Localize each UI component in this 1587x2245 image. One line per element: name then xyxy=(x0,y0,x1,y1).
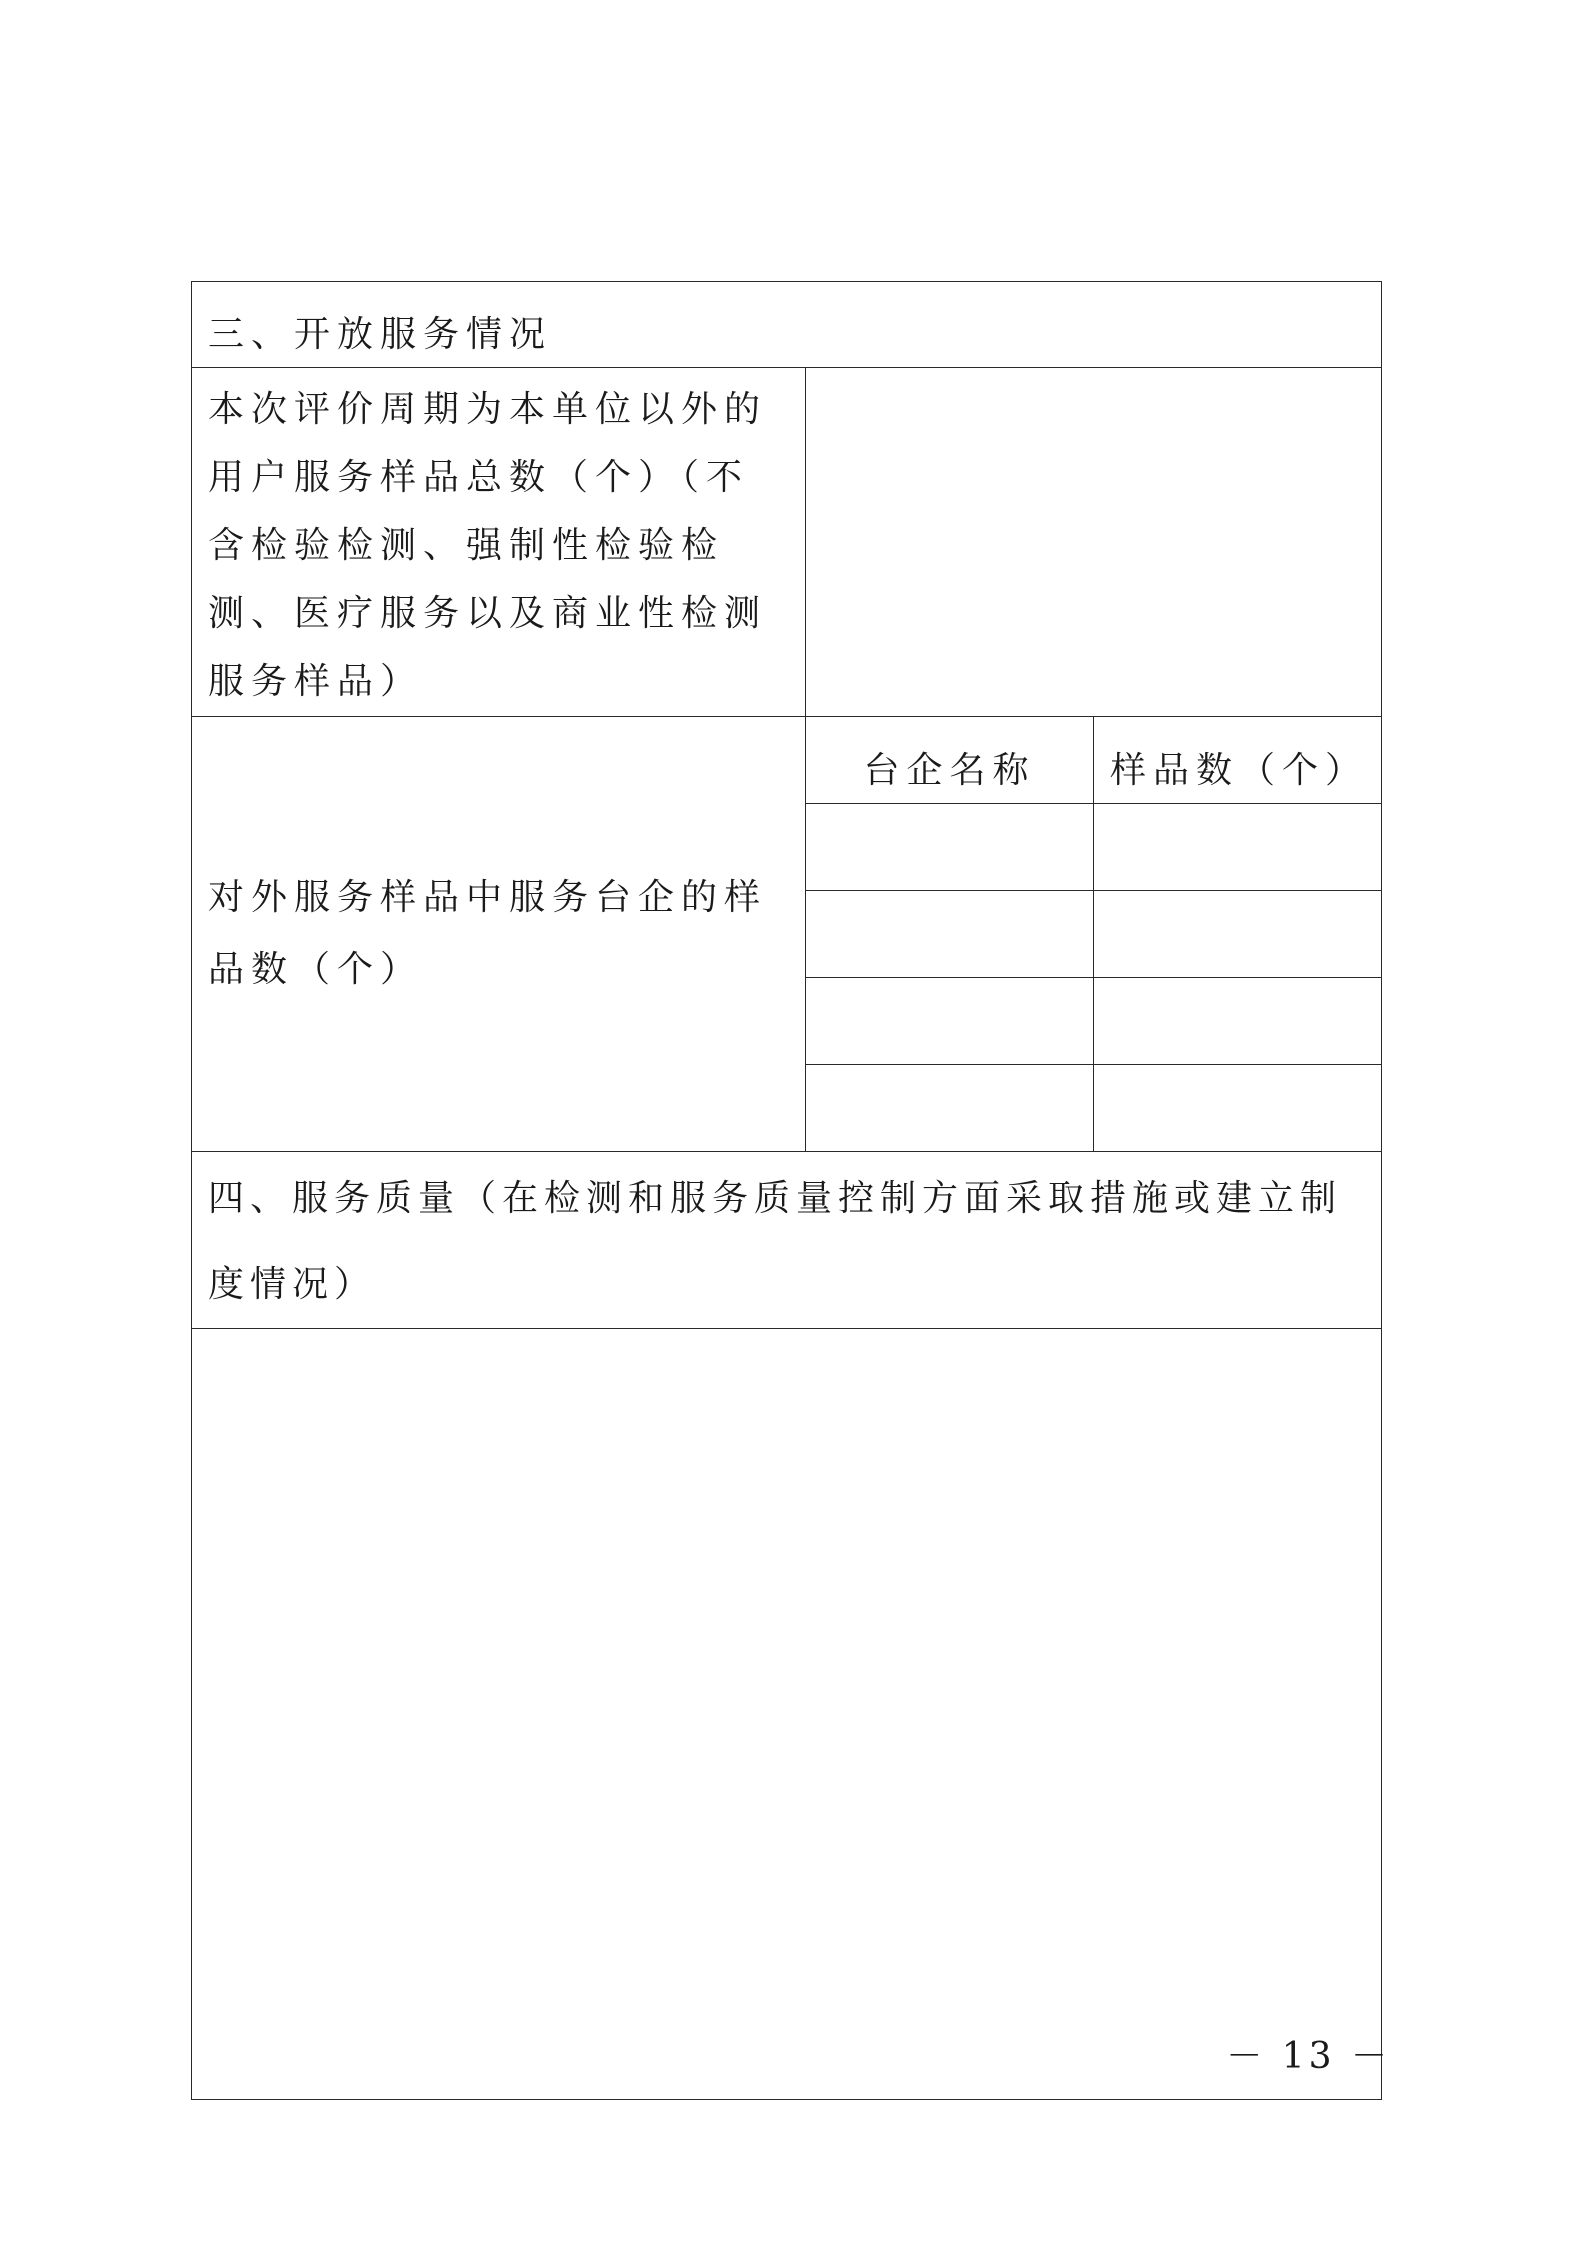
sample-count-cell[interactable] xyxy=(1094,891,1382,978)
section4-content-field[interactable] xyxy=(192,1329,1382,2100)
company-name-cell[interactable] xyxy=(806,1065,1094,1152)
column-header-sample-count: 样品数（个） xyxy=(1094,717,1382,804)
q1-label: 本次评价周期为本单位以外的用户服务样品总数（个）（不含检验检测、强制性检验检测、医疗服务以及商业性检测服务样品） xyxy=(192,368,806,717)
evaluation-form-table xyxy=(191,281,1382,2100)
company-name-cell[interactable] xyxy=(806,804,1094,891)
section4-title-row xyxy=(192,1152,1382,1329)
section3-title-row xyxy=(192,282,1382,368)
page-number: － 13 － xyxy=(1226,2036,1391,2077)
section4-title: 四、服务质量（在检测和服务质量控制方面采取措施或建立制度情况） xyxy=(192,1152,1382,1329)
section3-title: 三、开放服务情况 xyxy=(192,282,1382,368)
section4-content-row xyxy=(192,1329,1382,2100)
q1-row xyxy=(192,368,1382,717)
company-name-cell[interactable] xyxy=(806,891,1094,978)
company-name-cell[interactable] xyxy=(806,978,1094,1065)
q2-header-row xyxy=(192,717,1382,804)
sample-count-cell[interactable] xyxy=(1094,804,1382,891)
q1-value-field[interactable] xyxy=(806,368,1382,717)
q2-label: 对外服务样品中服务台企的样品数（个） xyxy=(192,717,806,1152)
sample-count-cell[interactable] xyxy=(1094,1065,1382,1152)
column-header-company-name: 台企名称 xyxy=(806,717,1094,804)
sample-count-cell[interactable] xyxy=(1094,978,1382,1065)
